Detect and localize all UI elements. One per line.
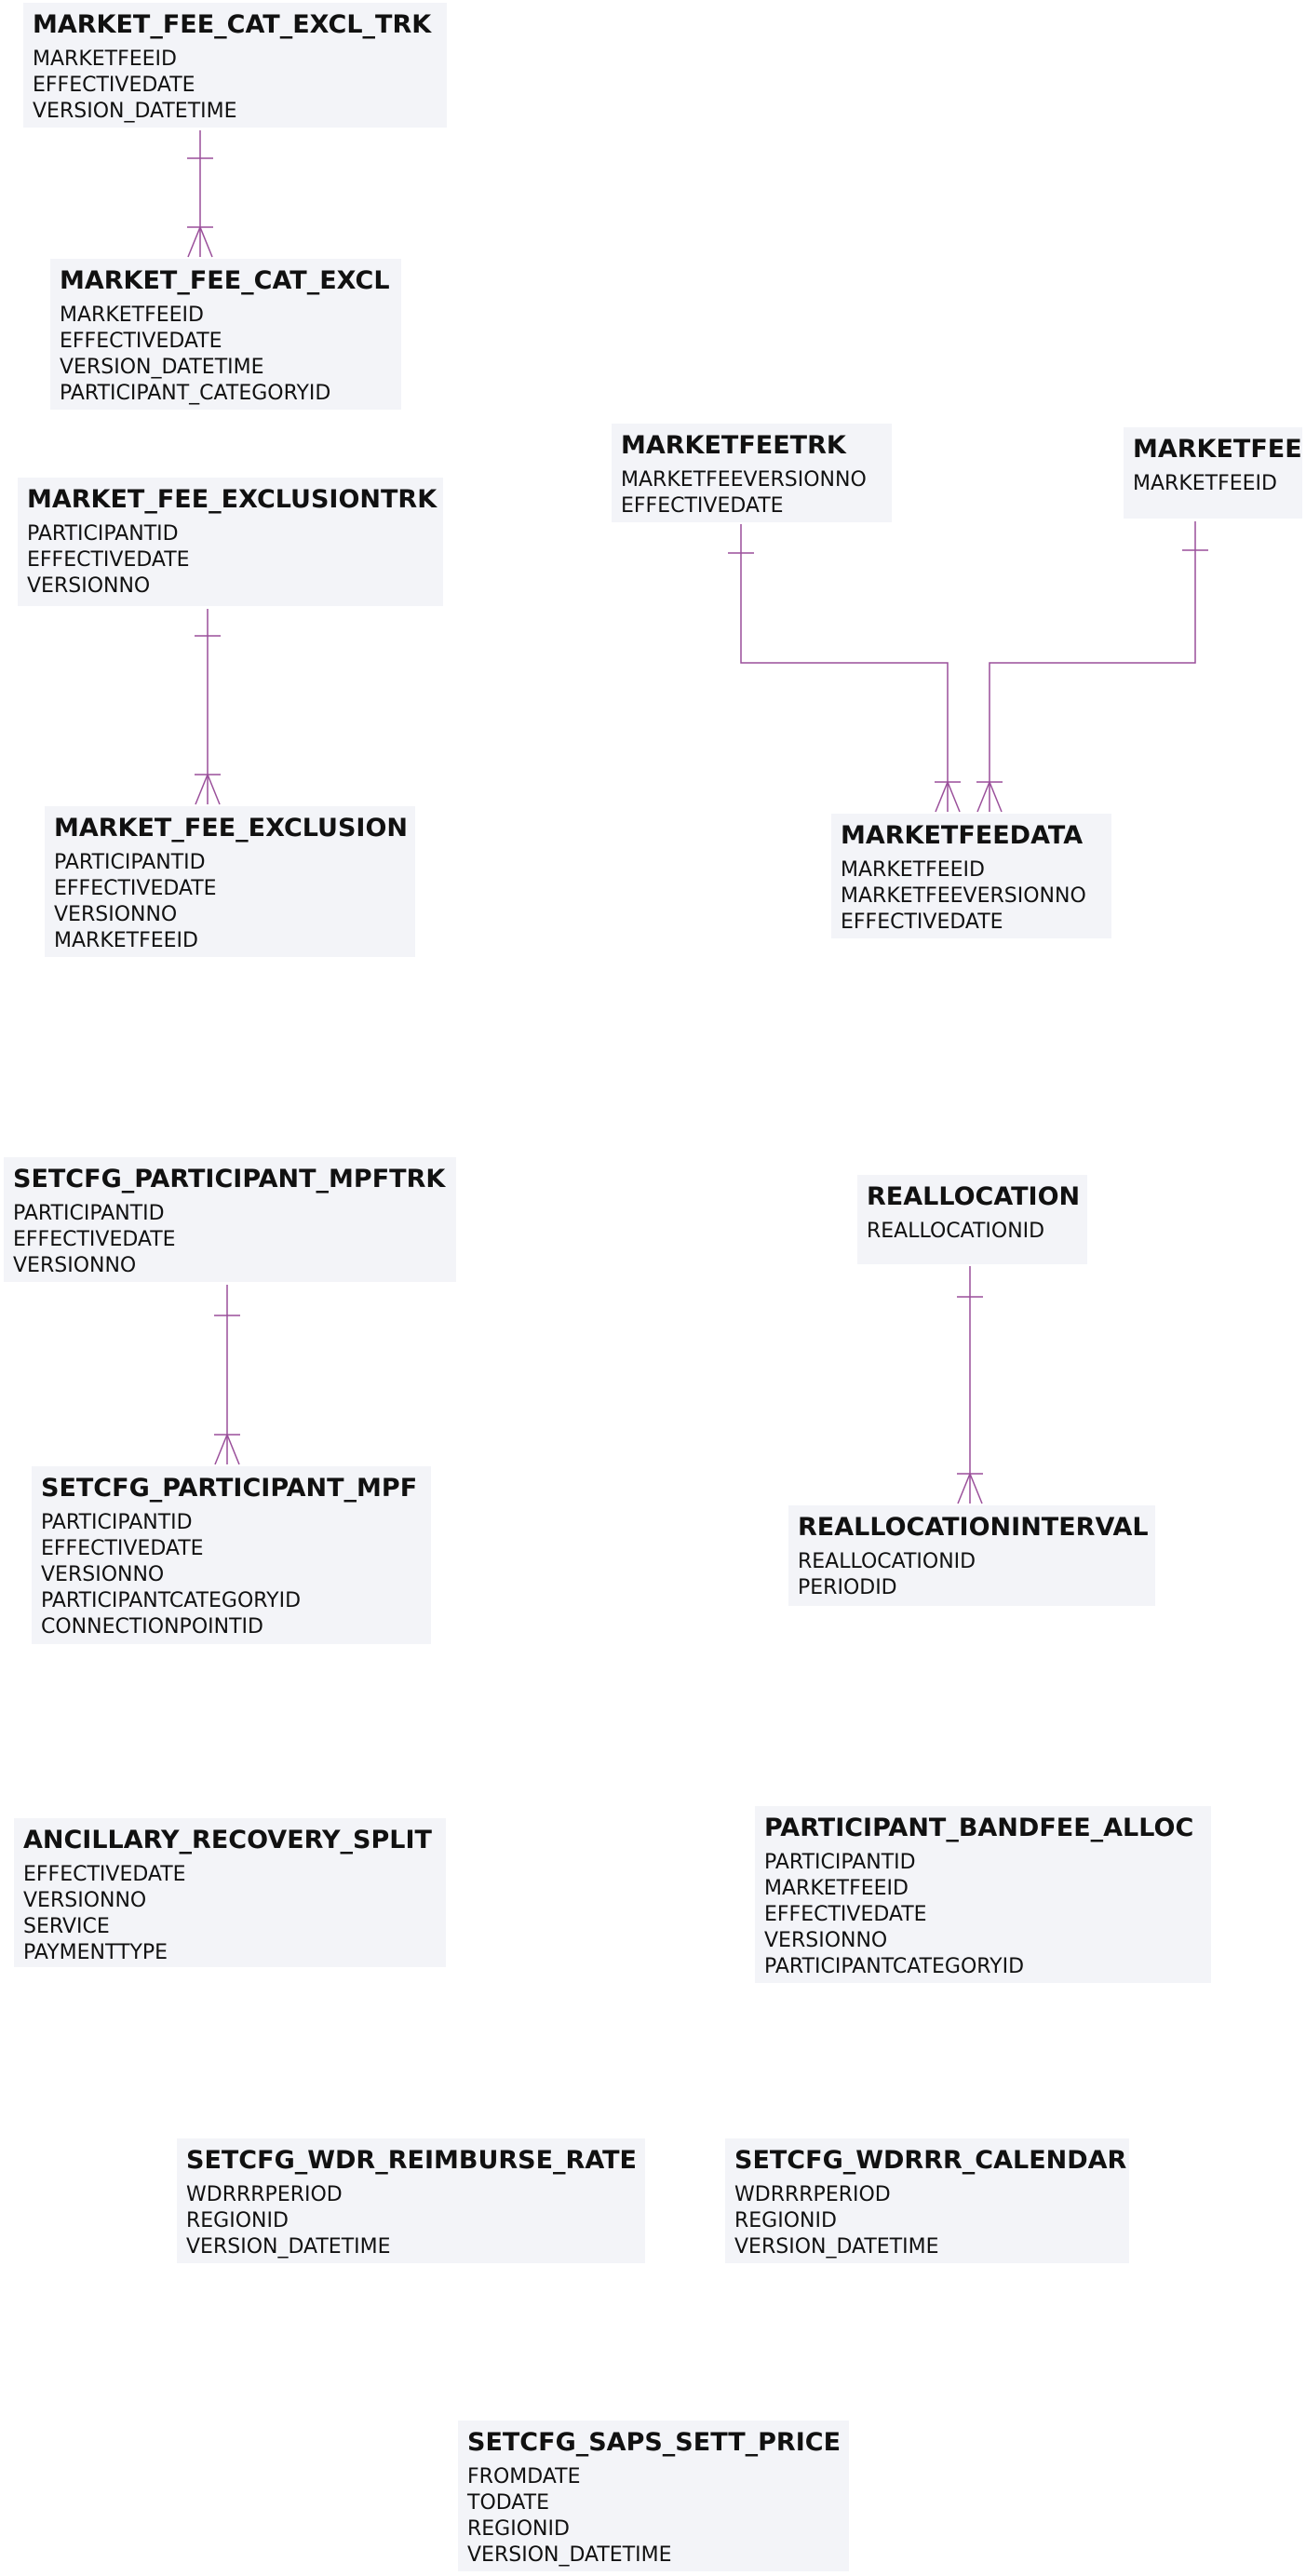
entity-title: SETCFG_PARTICIPANT_MPF <box>41 1474 418 1503</box>
entity-field: EFFECTIVEDATE <box>33 74 195 97</box>
entity-field: EFFECTIVEDATE <box>764 1903 927 1926</box>
relationship-line <box>741 524 948 812</box>
entity-title: MARKET_FEE_CAT_EXCL_TRK <box>33 10 432 39</box>
entity-field-list <box>798 1549 976 1601</box>
entity-field: MARKETFEEID <box>764 1877 909 1900</box>
crows-foot-left <box>958 1474 970 1504</box>
entity-reallocationinterval <box>788 1505 1155 1606</box>
entity-field-list <box>23 1862 186 1966</box>
entity-field: MARKETFEEVERSIONNO <box>841 884 1086 908</box>
entity-field: EFFECTIVEDATE <box>27 548 190 572</box>
entity-field: EFFECTIVEDATE <box>13 1228 176 1251</box>
entity-title: MARKETFEEDATA <box>841 821 1084 850</box>
entity-field-list <box>27 521 190 600</box>
entity-market-fee-cat-excl <box>50 259 401 410</box>
entity-market-fee-cat-excl-trk <box>23 3 447 128</box>
entity-field-list <box>764 1850 1024 1980</box>
entity-field: VERSION_DATETIME <box>33 100 237 123</box>
entity-field: VERSIONNO <box>23 1889 147 1912</box>
entity-market-fee-exclusion <box>45 806 415 957</box>
entity-field: VERSIONNO <box>41 1563 165 1586</box>
entity-field: MARKETFEEVERSIONNO <box>621 468 867 492</box>
entity-field: VERSIONNO <box>13 1254 137 1277</box>
entity-field-list <box>867 1219 1044 1245</box>
entity-field: REALLOCATIONID <box>867 1220 1045 1243</box>
entity-field: VERSIONNO <box>764 1929 888 1952</box>
entity-field: SERVICE <box>23 1915 110 1938</box>
entity-field-list <box>13 1201 176 1279</box>
entity-field: MARKETFEEID <box>54 929 198 952</box>
entity-field: REGIONID <box>467 2517 570 2541</box>
entity-field: VERSION_DATETIME <box>186 2235 391 2259</box>
crows-foot-left <box>977 782 990 812</box>
entity-title: REALLOCATION <box>867 1182 1081 1211</box>
entity-field: EFFECTIVEDATE <box>41 1537 204 1560</box>
entity-title: ANCILLARY_RECOVERY_SPLIT <box>23 1826 432 1854</box>
entity-field: WDRRRPERIOD <box>734 2183 891 2206</box>
entity-field-list <box>41 1510 301 1640</box>
relationship-line <box>990 521 1195 812</box>
crows-foot-right <box>970 1474 982 1504</box>
crows-foot-right <box>200 227 212 257</box>
entity-setcfg-participant-mpftrk <box>4 1157 456 1282</box>
entity-field: PARTICIPANTID <box>13 1202 165 1225</box>
entity-setcfg-saps-sett-price <box>458 2421 849 2571</box>
entity-title: MARKET_FEE_EXCLUSIONTRK <box>27 485 438 514</box>
entity-field: VERSION_DATETIME <box>734 2235 939 2259</box>
entity-reallocation <box>857 1175 1087 1264</box>
entity-field: PARTICIPANTCATEGORYID <box>764 1955 1025 1978</box>
entity-field: PAYMENTTYPE <box>23 1941 168 1964</box>
entity-field-list <box>841 857 1086 936</box>
entity-field-list <box>467 2464 672 2569</box>
entity-field: EFFECTIVEDATE <box>60 330 222 353</box>
crows-foot-left <box>188 227 200 257</box>
crows-foot-right <box>990 782 1002 812</box>
entity-marketfeetrk <box>612 424 892 522</box>
entity-field: VERSIONNO <box>27 574 151 598</box>
entity-field: PARTICIPANTID <box>27 522 179 546</box>
entity-field: MARKETFEEID <box>841 858 985 882</box>
entity-field-list <box>734 2182 939 2260</box>
entity-field: PARTICIPANT_CATEGORYID <box>60 382 331 405</box>
entity-field: CONNECTIONPOINTID <box>41 1615 263 1639</box>
entity-marketfeedata <box>831 814 1111 938</box>
entity-participant-bandfee-alloc <box>755 1806 1211 1983</box>
entity-title: SETCFG_SAPS_SETT_PRICE <box>467 2428 841 2457</box>
crows-foot-left <box>195 775 208 804</box>
entity-field: PARTICIPANTID <box>54 851 206 874</box>
entity-title: SETCFG_WDRRR_CALENDAR <box>734 2146 1127 2175</box>
entity-field: VERSION_DATETIME <box>467 2543 672 2567</box>
entity-field: MARKETFEEID <box>33 47 177 71</box>
entity-field: REGIONID <box>186 2209 289 2232</box>
entity-field: WDRRRPERIOD <box>186 2183 343 2206</box>
entity-field: REALLOCATIONID <box>798 1550 976 1573</box>
entity-field-list <box>54 850 217 954</box>
entity-field: FROMDATE <box>467 2465 581 2488</box>
entity-field: TODATE <box>467 2491 549 2515</box>
entity-field: PARTICIPANTID <box>764 1851 916 1874</box>
crows-foot-right <box>208 775 220 804</box>
entity-field-list <box>621 467 867 519</box>
entity-ancillary-recovery-split <box>14 1818 446 1967</box>
entity-field-list <box>1133 471 1277 497</box>
entity-field-list <box>33 47 237 125</box>
crows-foot-right <box>948 782 960 812</box>
entity-marketfee <box>1124 427 1302 519</box>
entity-field: REGIONID <box>734 2209 837 2232</box>
entity-setcfg-wdr-reimburse-rate <box>177 2138 645 2263</box>
entity-title: PARTICIPANT_BANDFEE_ALLOC <box>764 1814 1194 1842</box>
crows-foot-left <box>215 1435 227 1464</box>
entity-setcfg-participant-mpf <box>32 1466 431 1644</box>
entity-field: VERSION_DATETIME <box>60 356 264 379</box>
crows-foot-left <box>936 782 948 812</box>
entity-title: MARKET_FEE_EXCLUSION <box>54 814 408 843</box>
entity-market-fee-exclusiontrk <box>18 478 443 606</box>
entity-field: PERIODID <box>798 1576 897 1599</box>
entity-title: MARKETFEETRK <box>621 431 846 460</box>
entity-field-list <box>186 2182 391 2260</box>
entity-field: MARKETFEEID <box>60 303 204 327</box>
entity-field: PARTICIPANTID <box>41 1511 193 1534</box>
entity-setcfg-wdrrr-calendar <box>725 2138 1129 2263</box>
entity-field: MARKETFEEID <box>1133 472 1277 495</box>
entity-title: SETCFG_PARTICIPANT_MPFTRK <box>13 1165 446 1194</box>
entity-field-list <box>60 303 330 407</box>
entity-field: EFFECTIVEDATE <box>841 910 1003 934</box>
entity-title: MARKET_FEE_CAT_EXCL <box>60 266 390 295</box>
entity-field: VERSIONNO <box>54 903 178 926</box>
entity-field: EFFECTIVEDATE <box>621 494 784 518</box>
entity-title: SETCFG_WDR_REIMBURSE_RATE <box>186 2146 637 2175</box>
entity-field: EFFECTIVEDATE <box>54 877 217 900</box>
crows-foot-right <box>227 1435 239 1464</box>
entity-title: REALLOCATIONINTERVAL <box>798 1513 1149 1542</box>
entity-field: PARTICIPANTCATEGORYID <box>41 1589 302 1612</box>
entity-field: EFFECTIVEDATE <box>23 1863 186 1886</box>
entity-title: MARKETFEE <box>1133 435 1302 464</box>
